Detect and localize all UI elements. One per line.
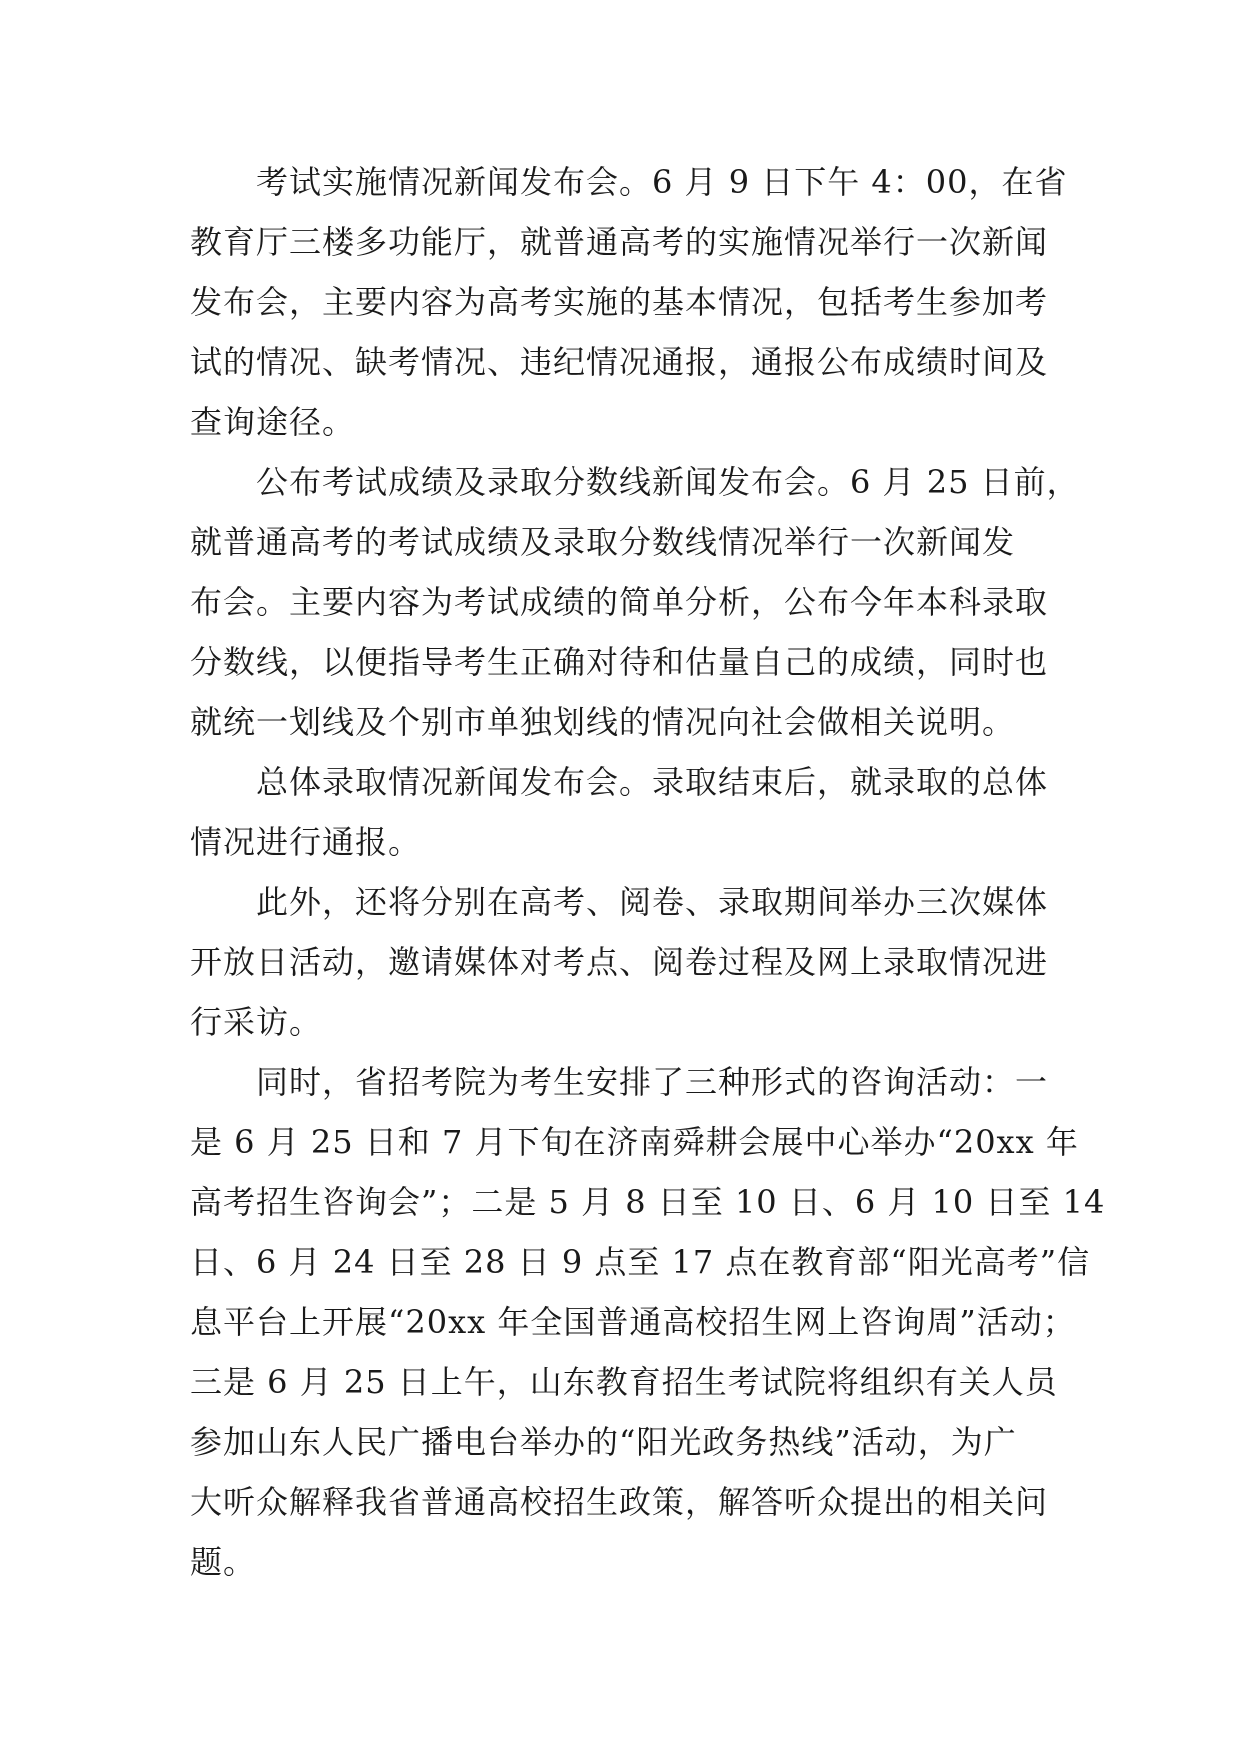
paragraph-1-line-2: 教育厅三楼多功能厅，就普通高考的实施情况举行一次新闻 [190,223,1049,261]
paragraph-5-line-8: 大听众解释我省普通高校招生政策，解答听众提出的相关问 [190,1483,1049,1521]
paragraph-1-line-1: 考试实施情况新闻发布会。6 月 9 日下午 4：00，在省 [256,163,1068,201]
paragraph-4-line-3: 行采访。 [190,1003,323,1041]
paragraph-5-line-2: 是 6 月 25 日和 7 月下旬在济南舜耕会展中心举办“20xx 年 [190,1123,1079,1161]
paragraph-5-line-9: 题。 [190,1543,257,1581]
paragraph-5-line-3: 高考招生咨询会”；二是 5 月 8 日至 10 日、6 月 10 日至 14 [190,1183,1106,1221]
paragraph-4-line-2: 开放日活动，邀请媒体对考点、阅卷过程及网上录取情况进 [190,943,1049,981]
paragraph-4-line-1: 此外，还将分别在高考、阅卷、录取期间举办三次媒体 [256,883,1049,921]
paragraph-1-line-4: 试的情况、缺考情况、违纪情况通报，通报公布成绩时间及 [190,343,1049,381]
paragraph-2-line-4: 分数线，以便指导考生正确对待和估量自己的成绩，同时也 [190,643,1049,681]
paragraph-5-line-6: 三是 6 月 25 日上午，山东教育招生考试院将组织有关人员 [190,1363,1058,1401]
paragraph-5-line-4: 日、6 月 24 日至 28 日 9 点至 17 点在教育部“阳光高考”信 [190,1243,1091,1281]
paragraph-3-line-2: 情况进行通报。 [190,823,422,861]
paragraph-1-line-5: 查询途径。 [190,403,356,441]
paragraph-5-line-5: 息平台上开展“20xx 年全国普通高校招生网上咨询周”活动； [190,1303,1076,1341]
paragraph-1-line-3: 发布会，主要内容为高考实施的基本情况，包括考生参加考 [190,283,1049,321]
paragraph-5-line-7: 参加山东人民广播电台举办的“阳光政务热线”活动，为广 [190,1423,1017,1461]
document-body [190,152,1106,1592]
paragraph-2-line-1: 公布考试成绩及录取分数线新闻发布会。6 月 25 日前， [256,463,1080,501]
paragraph-5-line-1: 同时，省招考院为考生安排了三种形式的咨询活动：一 [256,1063,1049,1101]
paragraph-2-line-5: 就统一划线及个别市单独划线的情况向社会做相关说明。 [190,703,1016,741]
paragraph-3-line-1: 总体录取情况新闻发布会。录取结束后，就录取的总体 [256,763,1049,801]
paragraph-2-line-3: 布会。主要内容为考试成绩的简单分析，公布今年本科录取 [190,583,1049,621]
paragraph-2-line-2: 就普通高考的考试成绩及录取分数线情况举行一次新闻发 [190,523,1016,561]
